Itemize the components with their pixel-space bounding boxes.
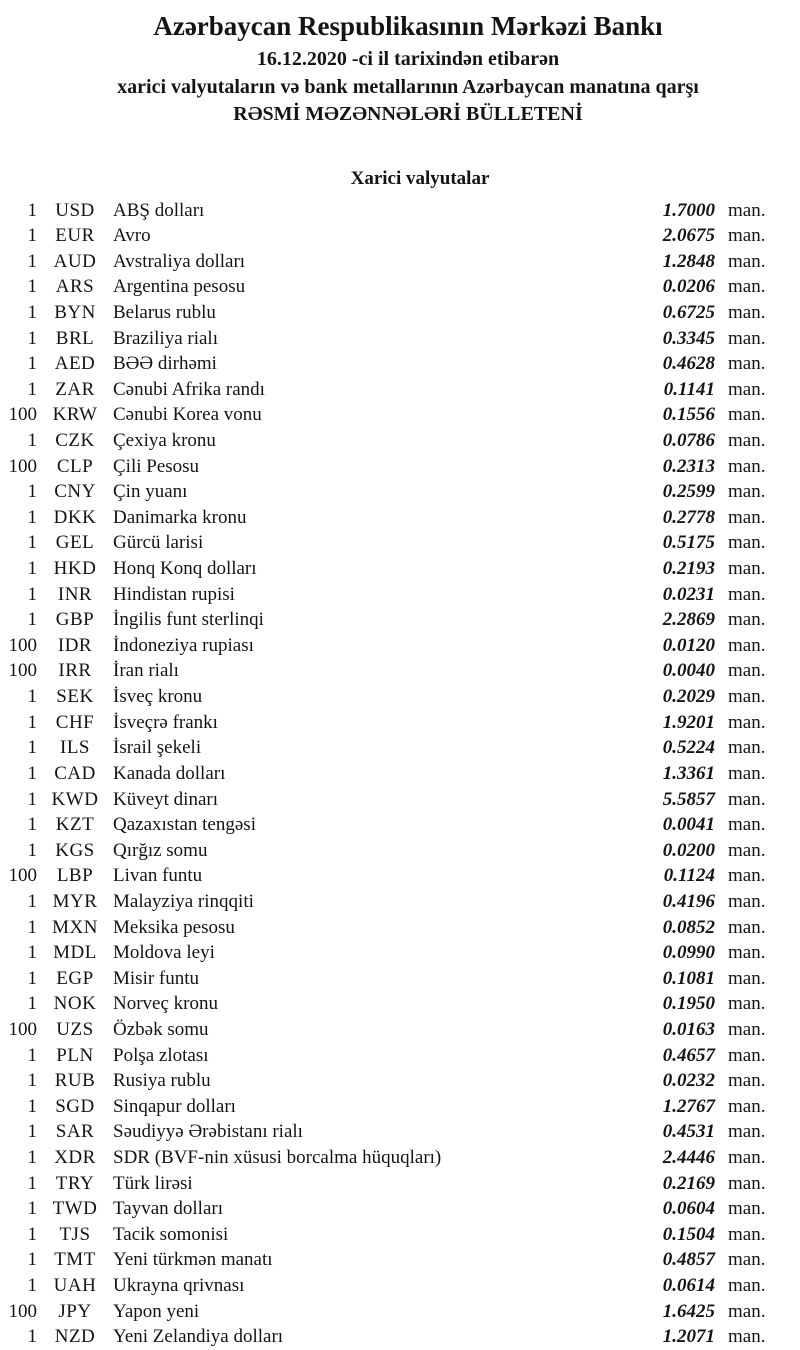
currency-rate: 0.0604: [662, 1198, 715, 1220]
unit-label: man.: [728, 686, 766, 708]
rate-row: [0, 530, 774, 556]
currency-quantity: 1: [27, 762, 37, 784]
currency-quantity: 1: [27, 506, 37, 528]
currency-code: RUB: [54, 1070, 96, 1092]
currency-rate: 0.0990: [662, 942, 715, 964]
currency-rate: 0.1081: [662, 967, 715, 989]
currency-rate: 0.0040: [662, 660, 715, 682]
unit-label: man.: [728, 532, 766, 554]
currency-name: Argentina pesosu: [113, 276, 246, 298]
rate-row: [0, 991, 774, 1017]
unit-label: man.: [728, 711, 766, 733]
currency-rate: 1.2848: [662, 250, 715, 272]
unit-label: man.: [728, 660, 766, 682]
rate-row: [0, 812, 774, 838]
currency-rate: 0.4531: [662, 1121, 715, 1143]
currency-rate: 1.6425: [662, 1300, 715, 1322]
currency-name: İran rialı: [113, 660, 179, 682]
currency-quantity: 100: [8, 1300, 37, 1322]
unit-label: man.: [728, 327, 766, 349]
currency-name: Çexiya kronu: [113, 429, 216, 451]
currency-quantity: 100: [8, 455, 37, 477]
unit-label: man.: [728, 1044, 766, 1066]
currency-code: GEL: [55, 532, 95, 554]
currency-name: Meksika pesosu: [113, 916, 235, 938]
currency-code: CLP: [56, 455, 94, 477]
currency-quantity: 100: [8, 404, 37, 426]
currency-quantity: 1: [27, 1147, 37, 1169]
currency-quantity: 1: [27, 609, 37, 631]
unit-label: man.: [728, 404, 766, 426]
currency-quantity: 1: [27, 199, 37, 221]
currency-quantity: 1: [27, 942, 37, 964]
unit-label: man.: [728, 506, 766, 528]
rate-row: [0, 1068, 774, 1094]
currency-code: CAD: [54, 762, 96, 784]
unit-label: man.: [728, 1121, 766, 1143]
currency-rate: 0.0200: [662, 839, 715, 861]
currency-name: İsrail şekeli: [113, 737, 202, 759]
currency-name: Danimarka kronu: [113, 506, 247, 528]
rate-row: [0, 479, 774, 505]
currency-name: Yeni türkmən manatı: [113, 1249, 273, 1271]
unit-label: man.: [728, 993, 766, 1015]
currency-name: Özbək somu: [113, 1019, 209, 1040]
currency-code: CHF: [55, 711, 95, 733]
unit-label: man.: [728, 916, 766, 938]
currency-code: UZS: [56, 1019, 94, 1040]
currency-name: Yeni Zelandiya dolları: [113, 1326, 284, 1348]
currency-rate: 2.4446: [662, 1147, 715, 1169]
unit-label: man.: [728, 890, 766, 912]
currency-rate: 0.2313: [662, 455, 715, 477]
currency-rate: 0.5175: [662, 532, 715, 554]
unit-label: man.: [728, 737, 766, 759]
unit-label: man.: [728, 1019, 766, 1040]
currency-rate: 0.2029: [662, 686, 715, 708]
currency-quantity: 1: [27, 814, 37, 836]
unit-label: man.: [728, 967, 766, 989]
unit-label: man.: [728, 762, 766, 784]
rate-row: [0, 658, 774, 684]
currency-rate: 0.2193: [662, 558, 715, 580]
rate-row: [0, 1222, 774, 1248]
currency-rate: 0.0163: [662, 1019, 715, 1040]
currency-code: PLN: [56, 1044, 94, 1066]
currency-rate: 0.4857: [662, 1249, 715, 1271]
unit-label: man.: [728, 199, 766, 221]
currency-name: İsveç kronu: [113, 686, 203, 708]
rate-row: [0, 1196, 774, 1222]
currency-quantity: 1: [27, 737, 37, 759]
currency-rate: 0.6725: [662, 301, 715, 323]
unit-label: man.: [728, 865, 766, 887]
currency-rate: 0.4628: [662, 353, 715, 375]
unit-label: man.: [728, 634, 766, 656]
currency-name: Ukrayna qrivnası: [113, 1275, 245, 1297]
currency-code: EUR: [55, 225, 95, 247]
unit-label: man.: [728, 1326, 766, 1348]
currency-name: Gürcü larisi: [113, 532, 204, 554]
rate-row: [0, 505, 774, 531]
currency-code: CNY: [54, 481, 96, 503]
currency-name: Malayziya rinqqiti: [113, 890, 254, 912]
currency-code: ARS: [55, 276, 95, 298]
currency-rate: 1.9201: [662, 711, 715, 733]
currency-name: SDR (BVF-nin xüsusi borcalma hüquqları): [113, 1147, 442, 1169]
unit-label: man.: [728, 1249, 766, 1271]
currency-quantity: 1: [27, 1249, 37, 1271]
rate-row: [0, 915, 774, 941]
currency-code: DKK: [53, 506, 97, 528]
currency-code: TMT: [54, 1249, 96, 1271]
currency-code: AED: [54, 353, 96, 375]
rate-row: [0, 838, 774, 864]
currency-code: SEK: [56, 686, 94, 708]
rate-row: [0, 1094, 774, 1120]
currency-quantity: 1: [27, 250, 37, 272]
currency-name: İndoneziya rupiası: [113, 634, 254, 656]
unit-label: man.: [728, 481, 766, 503]
currency-name: Qazaxıstan tengəsi: [113, 814, 256, 836]
rate-row: [0, 556, 774, 582]
rate-row: [0, 198, 774, 224]
currency-name: Honq Konq dolları: [113, 558, 257, 580]
unit-label: man.: [728, 1300, 766, 1322]
currency-quantity: 1: [27, 890, 37, 912]
currency-quantity: 1: [27, 583, 37, 605]
unit-label: man.: [728, 429, 766, 451]
currency-name: İsveçrə frankı: [113, 711, 218, 733]
currency-quantity: 1: [27, 1070, 37, 1092]
currency-code: TJS: [59, 1223, 91, 1245]
unit-label: man.: [728, 788, 766, 810]
currency-code: CZK: [55, 429, 95, 451]
rate-row: [0, 889, 774, 915]
currency-rate: 0.1504: [662, 1223, 715, 1245]
currency-quantity: 1: [27, 532, 37, 554]
unit-label: man.: [728, 1095, 766, 1117]
currency-code: BYN: [54, 301, 96, 323]
currency-code: KWD: [51, 788, 99, 810]
currency-code: MXN: [52, 916, 98, 938]
currency-rate: 2.0675: [662, 225, 715, 247]
currency-rate: 0.2169: [662, 1172, 715, 1194]
currency-quantity: 1: [27, 481, 37, 503]
currency-rate: 0.0041: [662, 814, 715, 836]
currency-quantity: 100: [8, 865, 37, 887]
unit-label: man.: [728, 301, 766, 323]
currency-quantity: 100: [8, 660, 37, 682]
currency-rate: 0.0232: [662, 1070, 715, 1092]
currency-name: Çili Pesosu: [113, 455, 200, 477]
currency-code: TWD: [52, 1198, 98, 1220]
currency-name: Norveç kronu: [113, 993, 218, 1015]
bank-title: Azərbaycan Respublikasının Mərkəzi Bankı: [153, 11, 663, 41]
unit-label: man.: [728, 250, 766, 272]
rate-row: [0, 1299, 774, 1325]
currency-quantity: 100: [8, 1019, 37, 1040]
currency-quantity: 1: [27, 967, 37, 989]
currency-name: Hindistan rupisi: [113, 583, 235, 605]
unit-label: man.: [728, 353, 766, 375]
rate-row: [0, 1043, 774, 1069]
currency-code: BRL: [55, 327, 95, 349]
currency-name: Çin yuanı: [113, 481, 188, 503]
currency-quantity: 1: [27, 276, 37, 298]
rate-row: [0, 710, 774, 736]
rate-row: [0, 454, 774, 480]
currency-name: Yapon yeni: [113, 1300, 200, 1322]
rate-row: [0, 1324, 774, 1350]
rate-row: [0, 1017, 774, 1043]
currency-name: Tacik somonisi: [113, 1223, 229, 1245]
currency-name: Cənubi Korea vonu: [113, 404, 262, 426]
rate-row: [0, 1273, 774, 1299]
currency-rate: 0.4196: [662, 890, 715, 912]
currency-quantity: 1: [27, 327, 37, 349]
unit-label: man.: [728, 225, 766, 247]
currency-code: NOK: [53, 993, 97, 1015]
currency-name: ABŞ dolları: [113, 199, 205, 221]
currency-rate: 0.1556: [662, 404, 715, 426]
currency-rate: 2.2869: [662, 609, 715, 631]
subject-line: xarici valyutaların və bank metallarının Azərbaycan manatına qarşı: [117, 75, 699, 98]
rate-row: [0, 402, 774, 428]
rate-row: [0, 351, 774, 377]
currency-name: Küveyt dinarı: [113, 788, 219, 810]
currency-name: Avro: [113, 225, 151, 247]
currency-code: INR: [57, 583, 93, 605]
currency-quantity: 1: [27, 993, 37, 1015]
effective-date-line: 16.12.2020 -ci il tarixindən etibarən: [256, 48, 560, 70]
currency-code: ILS: [60, 737, 90, 759]
unit-label: man.: [728, 814, 766, 836]
currency-quantity: 1: [27, 1095, 37, 1117]
currency-name: Livan funtu: [113, 865, 203, 887]
rate-row: [0, 1171, 774, 1197]
rate-row: [0, 940, 774, 966]
currency-rate: 0.1141: [663, 378, 715, 400]
currency-quantity: 1: [27, 711, 37, 733]
currency-rate: 0.4657: [662, 1044, 715, 1066]
currency-rate: 5.5857: [662, 788, 715, 810]
rate-row: [0, 274, 774, 300]
currency-quantity: 1: [27, 916, 37, 938]
currency-name: Qırğız somu: [113, 839, 208, 861]
currency-code: SAR: [55, 1121, 95, 1143]
rate-row: [0, 761, 774, 787]
currency-name: Moldova leyi: [113, 942, 215, 964]
rate-row: [0, 223, 774, 249]
currency-quantity: 1: [27, 1198, 37, 1220]
rate-row: [0, 966, 774, 992]
unit-label: man.: [728, 583, 766, 605]
currency-code: GBP: [55, 609, 95, 631]
currency-rate: 0.0120: [662, 634, 715, 656]
unit-label: man.: [728, 276, 766, 298]
currency-code: MDL: [53, 942, 97, 964]
currency-name: Rusiya rublu: [113, 1070, 211, 1092]
unit-label: man.: [728, 609, 766, 631]
currency-name: Sinqapur dolları: [113, 1095, 236, 1117]
currency-rate: 0.0206: [662, 276, 715, 298]
unit-label: man.: [728, 378, 766, 400]
currency-quantity: 1: [27, 225, 37, 247]
currency-quantity: 1: [27, 839, 37, 861]
currency-rate: 1.2767: [662, 1095, 715, 1117]
currency-code: TRY: [55, 1172, 95, 1194]
currency-quantity: 1: [27, 1326, 37, 1348]
currency-code: USD: [55, 199, 95, 221]
currency-rate: 0.5224: [662, 737, 715, 759]
unit-label: man.: [728, 455, 766, 477]
currency-name: İngilis funt sterlinqi: [113, 609, 264, 631]
currency-code: EGP: [56, 967, 94, 989]
currency-code: XDR: [54, 1147, 96, 1169]
rate-row: [0, 249, 774, 275]
currency-quantity: 1: [27, 1044, 37, 1066]
currency-code: IDR: [57, 634, 93, 656]
currency-name: Polşa zlotası: [113, 1044, 209, 1066]
rate-row: [0, 787, 774, 813]
currency-code: AUD: [53, 250, 97, 272]
currency-quantity: 1: [27, 301, 37, 323]
unit-label: man.: [728, 1070, 766, 1092]
currency-name: Kanada dolları: [113, 762, 226, 784]
currency-rate: 1.3361: [662, 762, 715, 784]
currency-quantity: 1: [27, 686, 37, 708]
section-title-foreign-currencies: Xarici valyutalar: [350, 167, 490, 189]
currency-name: Tayvan dolları: [113, 1198, 223, 1220]
rate-row: [0, 428, 774, 454]
currency-code: NZD: [54, 1326, 96, 1348]
currency-rate: 0.0231: [662, 583, 715, 605]
currency-rate: 0.0614: [662, 1275, 715, 1297]
currency-code: KZT: [55, 814, 95, 836]
currency-quantity: 1: [27, 1172, 37, 1194]
rates-table: [0, 198, 800, 1350]
currency-code: ZAR: [55, 378, 95, 400]
currency-name: Avstraliya dolları: [113, 250, 246, 272]
currency-rate: 0.1124: [663, 865, 715, 887]
unit-label: man.: [728, 1172, 766, 1194]
currency-name: Türk lirəsi: [113, 1172, 193, 1194]
currency-name: Səudiyyə Ərəbistanı rialı: [113, 1121, 303, 1143]
rate-row: [0, 326, 774, 352]
currency-quantity: 1: [27, 378, 37, 400]
unit-label: man.: [728, 558, 766, 580]
currency-code: IRR: [58, 660, 92, 682]
bulletin-name-line: RƏSMİ MƏZƏNNƏLƏRİ BÜLLETENİ: [233, 103, 583, 125]
currency-quantity: 100: [8, 634, 37, 656]
rate-row: [0, 300, 774, 326]
currency-rate: 0.0852: [662, 916, 715, 938]
currency-quantity: 1: [27, 1121, 37, 1143]
currency-code: SGD: [55, 1095, 95, 1117]
rate-row: [0, 863, 774, 889]
rate-row: [0, 607, 774, 633]
currency-quantity: 1: [27, 353, 37, 375]
currency-name: Belarus rublu: [113, 301, 216, 323]
currency-code: LBP: [56, 865, 94, 887]
currency-code: KGS: [55, 839, 95, 861]
unit-label: man.: [728, 942, 766, 964]
unit-label: man.: [728, 1223, 766, 1245]
currency-rate: 0.3345: [662, 327, 715, 349]
currency-rate: 1.2071: [662, 1326, 715, 1348]
currency-quantity: 1: [27, 558, 37, 580]
currency-name: BƏƏ dirhəmi: [113, 353, 217, 375]
currency-quantity: 1: [27, 1223, 37, 1245]
rate-row: [0, 1145, 774, 1171]
currency-code: JPY: [58, 1300, 92, 1322]
bulletin-header: [0, 9, 800, 129]
currency-name: Braziliya rialı: [113, 327, 218, 349]
unit-label: man.: [728, 1147, 766, 1169]
currency-rate: 1.7000: [662, 199, 715, 221]
currency-name: Misir funtu: [113, 967, 200, 989]
currency-rate: 0.2599: [662, 481, 715, 503]
rate-row: [0, 633, 774, 659]
currency-code: KRW: [52, 404, 98, 426]
rate-row: [0, 684, 774, 710]
currency-rate: 0.1950: [662, 993, 715, 1015]
unit-label: man.: [728, 1198, 766, 1220]
currency-rate: 0.0786: [662, 429, 715, 451]
currency-name: Cənubi Afrika randı: [113, 378, 265, 400]
currency-rate: 0.2778: [662, 506, 715, 528]
rate-row: [0, 1247, 774, 1273]
rate-row: [0, 377, 774, 403]
currency-code: MYR: [52, 890, 98, 912]
currency-code: UAH: [53, 1275, 97, 1297]
rate-row: [0, 735, 774, 761]
unit-label: man.: [728, 839, 766, 861]
rate-row: [0, 1119, 774, 1145]
currency-quantity: 1: [27, 788, 37, 810]
currency-quantity: 1: [27, 1275, 37, 1297]
currency-quantity: 1: [27, 429, 37, 451]
currency-code: HKD: [53, 558, 97, 580]
rate-row: [0, 582, 774, 608]
unit-label: man.: [728, 1275, 766, 1297]
